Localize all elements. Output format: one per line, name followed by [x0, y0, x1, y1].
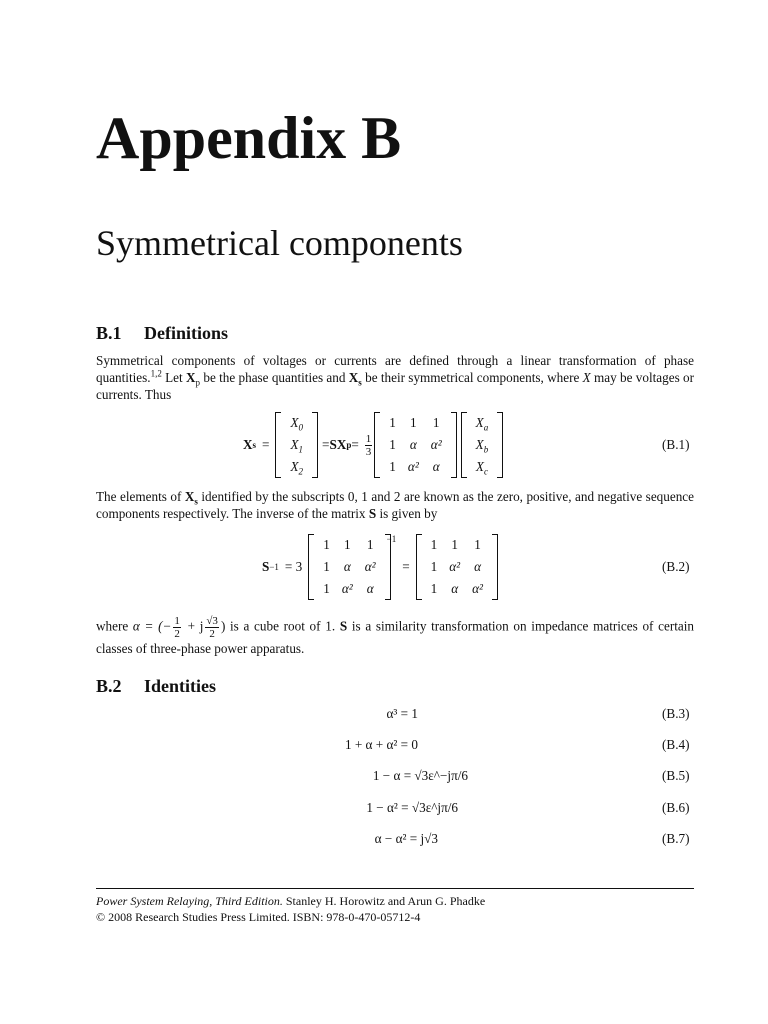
equation-b1: X s = $X_0$ $X_1$ $X_2$ = SX p = $\frac{1}{3}$ 1 1 1 1 α α² 1 α² α $X_a$ $X_b$ $X_c$	[243, 412, 503, 478]
symbol-subscript: p	[195, 377, 201, 388]
text-run: may be voltages or currents. Thus	[96, 370, 694, 402]
alpha-paragraph	[96, 615, 694, 657]
equals-sign: = 3	[284, 559, 303, 574]
section-heading-identities	[96, 676, 216, 697]
fraction: $\frac{√3}{2}$	[206, 615, 218, 640]
equation-number: (B.3)	[662, 706, 690, 721]
matrix-cell: $X_2$	[290, 459, 304, 477]
text-run: be the phase quantities and	[200, 370, 349, 385]
equals-sign: =	[262, 437, 270, 452]
equation-number: (B.2)	[662, 559, 690, 574]
chapter-label: Appendix B	[96, 105, 402, 171]
vector-x-phase: $X_a$ $X_b$ $X_c$	[461, 412, 504, 478]
equation-number: (B.4)	[662, 737, 690, 752]
eq-symbol: S	[262, 559, 270, 574]
fraction: $\frac{1}{3}$	[365, 432, 372, 458]
equation-number: (B.7)	[662, 831, 690, 846]
section-title: Identities	[144, 676, 216, 696]
text-run: where	[96, 618, 133, 634]
text-run: identified by the subscripts 0, 1 and 2 are known as the zero, positive, and negative sequence components respectively. The inverse of the matrix	[96, 489, 695, 521]
identity-expression: α³ = 1	[386, 706, 418, 721]
matrix-s: 1 1 1 1 α α² 1 α² α	[374, 412, 456, 478]
text-run: Let	[161, 370, 187, 385]
text-run: The elements of	[96, 489, 185, 504]
section-number: B.2	[96, 676, 122, 696]
matrix-result: 1 1 1 1 α² α 1 α α²	[416, 534, 498, 600]
vector-x-sequence	[275, 412, 318, 478]
symbol-subscript: s	[358, 377, 362, 388]
fraction: $\frac{1}{2}$	[174, 615, 180, 640]
identity-expression: 1 + α + α² = 0	[344, 737, 418, 752]
symbol-s: S	[339, 618, 348, 634]
matrix-cell: $X_1$	[290, 437, 304, 455]
alpha-definition: α = (−	[132, 618, 172, 634]
book-title: Power System Relaying, Third Edition.	[96, 894, 283, 908]
section-title: Definitions	[144, 323, 229, 343]
symbol-x: X	[582, 370, 591, 385]
equation-number: (B.5)	[662, 768, 690, 783]
text-run: Symmetrical components of voltages or currents are defined through a linear transformation of phase quantities.	[96, 353, 694, 385]
text-run: is a similarity transformation on impedance matrices of certain classes of three-phase power apparatus.	[96, 618, 695, 656]
section-heading-definitions	[96, 323, 228, 344]
chapter-title: Symmetrical components	[96, 223, 463, 263]
reference-superscript: 1,2	[150, 368, 162, 379]
symbol-subscript: s	[194, 496, 198, 507]
equation-b2: S −1 = 3 1 1 1 1 α α² 1 α² α −1 = 1 1 1 1 α² α 1 α α²	[262, 534, 498, 600]
inverse-paragraph	[96, 488, 694, 522]
identity-expression: α − α² = j√3	[374, 831, 438, 846]
symbol-xp: X	[186, 370, 196, 385]
eq-symbol: SX	[329, 437, 347, 452]
equals-sign: =	[351, 437, 359, 452]
footer-copyright: © 2008 Research Studies Press Limited. ISBN: 978-0-470-05712-4	[96, 910, 421, 924]
matrix-cell: $X_0$	[290, 415, 304, 433]
symbol-s: S	[368, 506, 377, 521]
text-run: ) is a cube root of 1.	[220, 618, 340, 634]
equals-sign: =	[402, 559, 410, 574]
equals-sign: =	[322, 437, 330, 452]
symbol-xs: X	[348, 370, 359, 385]
equation-number: (B.6)	[662, 800, 690, 815]
text-run: is given by	[376, 506, 438, 521]
text-run: + j	[182, 618, 204, 634]
definitions-paragraph	[96, 352, 694, 403]
matrix-s-inverse: 1 1 1 1 α α² 1 α² α	[308, 534, 390, 600]
footer-citation	[96, 893, 485, 909]
equation-number: (B.1)	[662, 437, 690, 452]
eq-symbol: X	[243, 437, 253, 452]
identity-expression: 1 − α = √3ε^−jπ/6	[372, 768, 468, 783]
identity-expression: 1 − α² = √3ε^jπ/6	[366, 800, 458, 815]
inverse-exponent: −1	[386, 534, 397, 544]
footer-rule	[96, 888, 694, 889]
section-number: B.1	[96, 323, 122, 343]
symbol-xs: X	[184, 489, 195, 504]
text-run: be their symmetrical components, where	[361, 370, 583, 385]
book-authors: Stanley H. Horowitz and Arun G. Phadke	[282, 894, 486, 908]
